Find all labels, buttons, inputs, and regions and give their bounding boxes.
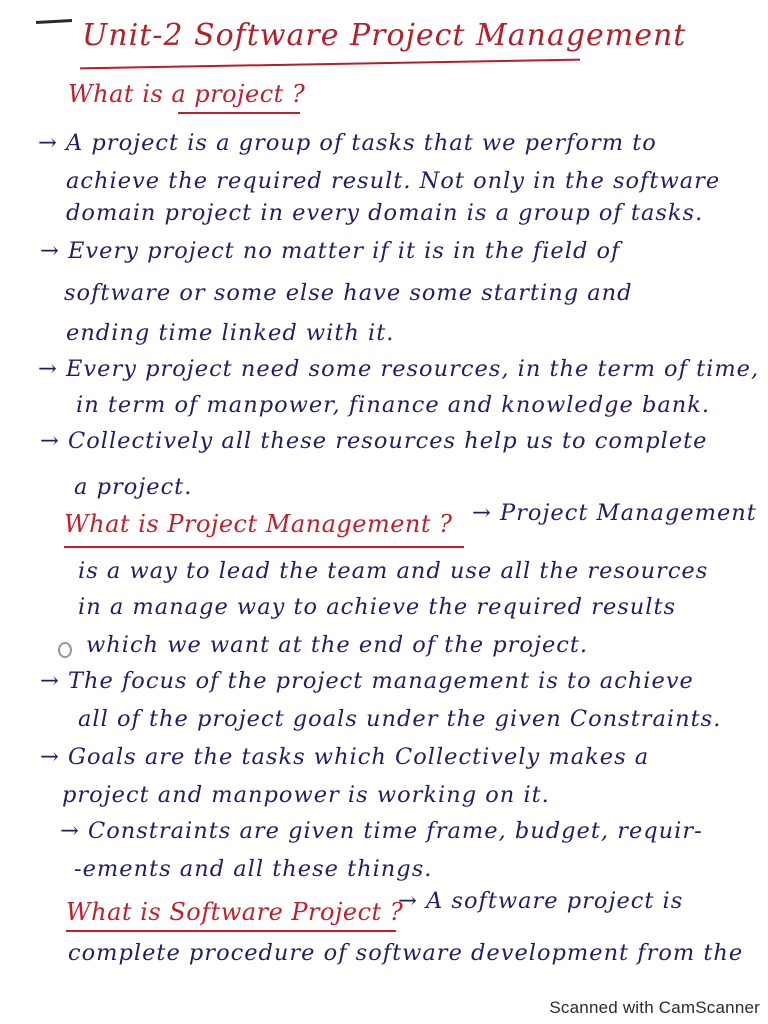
note-line: → Goals are the tasks which Collectively makes a [40,744,650,770]
heading-underline [64,546,464,548]
note-line: → A project is a group of tasks that we perform to [38,130,657,156]
note-line: -ements and all these things. [74,856,433,882]
heading-what-is-project-management: What is Project Management ? [64,510,453,538]
note-line: software or some else have some starting and [64,280,633,306]
note-line: → Every project no matter if it is in the field of [40,238,621,264]
title-underline [80,59,580,70]
scanner-watermark: Scanned with CamScanner [549,998,760,1017]
heading-underline [178,112,300,114]
note-line: → Constraints are given time frame, budget, requir- [60,818,703,844]
note-line: ending time linked with it. [66,320,395,346]
note-line: → Every project need some resources, in the term of time, [38,356,760,382]
note-line: a project. [74,474,193,500]
note-line: in term of manpower, finance and knowledge bank. [76,392,711,418]
note-line: project and manpower is working on it. [62,782,550,808]
note-line: all of the project goals under the given Constraints. [78,706,722,732]
note-line: domain project in every domain is a group of tasks. [66,200,704,226]
top-dash-mark [36,19,72,24]
heading-continuation: → A software project is [398,888,684,914]
circle-mark [58,642,72,658]
heading-what-is-software-project: What is Software Project ? [66,898,404,926]
note-line: which we want at the end of the project. [86,632,589,658]
page-title: Unit-2 Software Project Management [82,18,687,53]
note-line: is a way to lead the team and use all the resources [78,558,709,584]
note-line: in a manage way to achieve the required results [78,594,677,620]
heading-underline [66,930,396,932]
heading-what-is-project: What is a project ? [68,80,306,108]
note-line: complete procedure of software development from the [68,940,744,966]
note-line: → Collectively all these resources help us to complete [40,428,708,454]
note-line: → The focus of the project management is to achieve [40,668,694,694]
heading-continuation: → Project Management [472,500,757,526]
note-line: achieve the required result. Not only in the software [66,168,721,194]
